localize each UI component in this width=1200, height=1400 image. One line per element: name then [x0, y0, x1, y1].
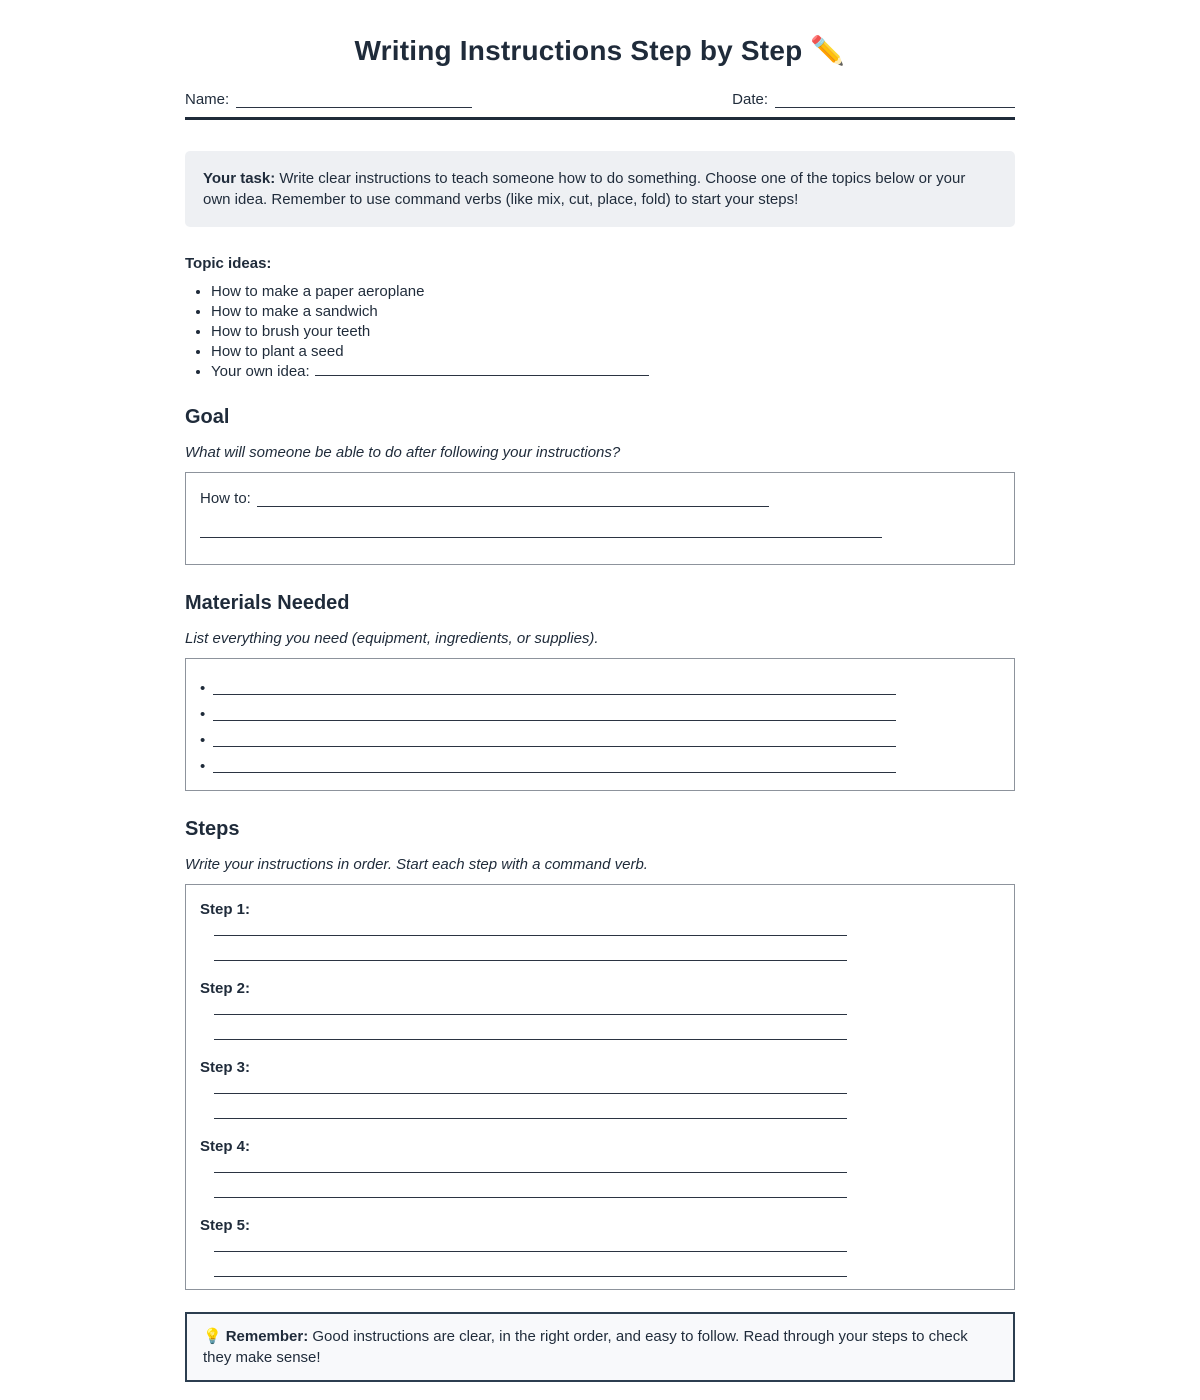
list-item: • How to make a paper aeroplane	[211, 284, 1015, 299]
name-field	[185, 91, 472, 108]
lightbulb-icon: 💡	[203, 1328, 222, 1345]
goal-prompt-label: How to:	[200, 490, 251, 507]
task-label: Your task:	[203, 170, 276, 187]
step-blank-line	[214, 1015, 847, 1040]
reminder-text: Good instructions are clear, in the right order, and easy to follow. Read through your steps to check they make sense!	[203, 1328, 968, 1366]
material-blank-line	[213, 757, 896, 773]
materials-section	[185, 592, 1015, 791]
goal-answer-box	[185, 472, 1015, 565]
material-blank-line	[213, 679, 896, 695]
header-divider	[185, 117, 1015, 120]
step-blank-line	[214, 1155, 847, 1173]
name-blank-line	[236, 94, 472, 108]
material-blank-line	[213, 731, 896, 747]
list-item: • How to brush your teeth	[211, 324, 1015, 339]
goal-blank-line	[200, 507, 882, 538]
goal-prompt-row	[200, 490, 1000, 507]
page-title	[185, 34, 1015, 67]
bullet-icon: •	[200, 680, 206, 697]
own-idea-blank-line	[315, 364, 649, 376]
step-block	[200, 1059, 1000, 1119]
material-row	[200, 695, 1000, 721]
list-item: • How to plant a seed	[211, 344, 1015, 359]
steps-section	[185, 818, 1015, 1290]
goal-heading: Goal	[185, 406, 230, 428]
pencil-icon: ✏️	[810, 35, 846, 66]
date-label: Date:	[732, 91, 768, 108]
topic-ideas-list	[185, 284, 1015, 379]
task-text: Write clear instructions to teach someone how to do something. Choose one of the topics below or your own idea. Remember to use command verbs (like mix, cut, place, fold) to start your steps!	[203, 170, 966, 208]
step-label: Step 5:	[200, 1217, 251, 1234]
step-block	[200, 980, 1000, 1040]
date-blank-line	[775, 94, 1015, 108]
name-label: Name:	[185, 91, 230, 108]
step-label: Step 3:	[200, 1059, 251, 1076]
step-blank-line	[214, 1173, 847, 1198]
task-instructions-box	[185, 151, 1015, 227]
reminder-callout	[185, 1312, 1015, 1382]
topic-ideas-heading: Topic ideas:	[185, 255, 272, 272]
steps-answer-box	[185, 884, 1015, 1290]
own-idea-label: Your own idea:	[211, 363, 310, 380]
step-blank-line	[214, 1094, 847, 1119]
goal-blank-line	[257, 493, 769, 507]
steps-subtitle: Write your instructions in order. Start each step with a command verb.	[185, 856, 648, 873]
worksheet-page	[185, 0, 1015, 1382]
materials-heading: Materials Needed	[185, 592, 350, 614]
step-blank-line	[214, 1076, 847, 1094]
step-blank-line	[214, 1252, 847, 1277]
step-block	[200, 1138, 1000, 1198]
bullet-icon: •	[200, 758, 206, 775]
material-blank-line	[213, 705, 896, 721]
step-label: Step 1:	[200, 901, 251, 918]
materials-answer-box	[185, 658, 1015, 791]
step-blank-line	[214, 997, 847, 1015]
list-item-own-idea	[211, 364, 1015, 379]
step-blank-line	[214, 1234, 847, 1252]
date-field	[732, 91, 1015, 108]
material-row	[200, 747, 1000, 773]
material-row	[200, 669, 1000, 695]
materials-subtitle: List everything you need (equipment, ingredients, or supplies).	[185, 630, 599, 647]
page-title-text: Writing Instructions Step by Step	[354, 35, 803, 66]
name-date-row	[185, 91, 1015, 108]
reminder-label: Remember:	[225, 1328, 309, 1345]
step-blank-line	[214, 918, 847, 936]
step-block	[200, 901, 1000, 961]
step-label: Step 4:	[200, 1138, 251, 1155]
step-block	[200, 1217, 1000, 1277]
bullet-icon: •	[200, 706, 206, 723]
steps-heading: Steps	[185, 818, 240, 840]
goal-subtitle: What will someone be able to do after following your instructions?	[185, 444, 621, 461]
list-item: • How to make a sandwich	[211, 304, 1015, 319]
material-row	[200, 721, 1000, 747]
step-label: Step 2:	[200, 980, 251, 997]
bullet-icon: •	[200, 732, 206, 749]
step-blank-line	[214, 936, 847, 961]
goal-section	[185, 406, 1015, 565]
topic-ideas-section	[185, 255, 1015, 379]
